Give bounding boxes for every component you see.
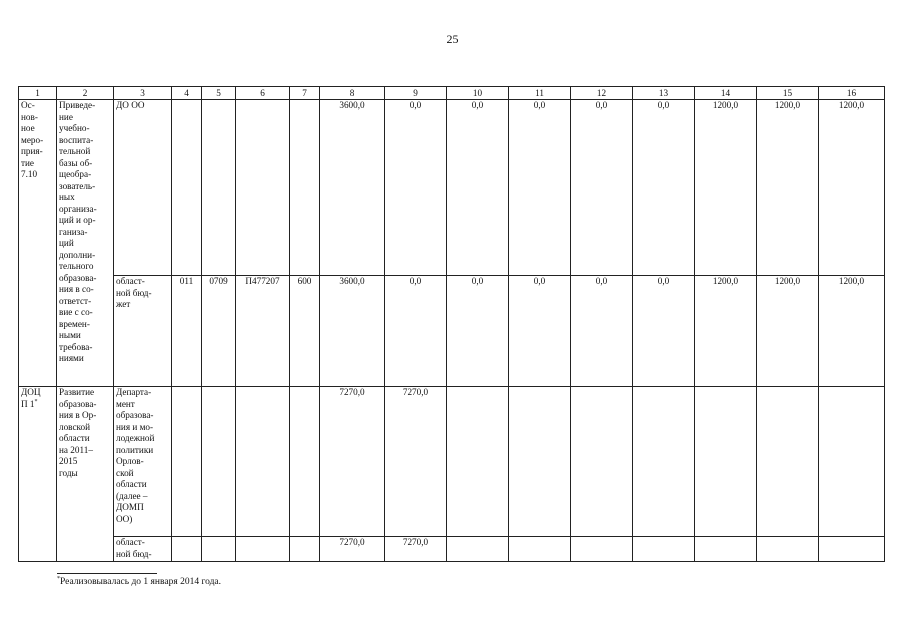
- table-row: [19, 100, 885, 276]
- column-header: 13: [633, 87, 695, 100]
- footnote-marker: *: [34, 398, 38, 405]
- table-row: [19, 537, 885, 562]
- table-cell: П477207: [236, 276, 290, 387]
- table-cell: [695, 537, 757, 562]
- column-header: 15: [757, 87, 819, 100]
- table-cell: [172, 387, 202, 537]
- footnote-text: Реализовывалась до 1 января 2014 года.: [60, 577, 222, 587]
- activity-name-cell: Приведе- ние учебно- воспита- тельной базы об- щеобра- зователь- ных организа- ций и ор- ганиза- ций дополни- тельного образова- ния в со- ответст- вие с со- времен- ными требова- ниями: [57, 100, 114, 387]
- table-cell: 011: [172, 276, 202, 387]
- column-header: 14: [695, 87, 757, 100]
- table-cell: 1200,0: [695, 276, 757, 387]
- column-header: 11: [509, 87, 571, 100]
- table-cell: 7270,0: [320, 537, 385, 562]
- column-header: 1: [19, 87, 57, 100]
- table-cell: 0,0: [633, 276, 695, 387]
- footnote-marker: *: [57, 575, 60, 582]
- table-cell: 0,0: [385, 100, 447, 276]
- table-cell: [757, 537, 819, 562]
- table-cell: 3600,0: [320, 276, 385, 387]
- table-cell: 7270,0: [385, 537, 447, 562]
- table-cell: [695, 387, 757, 537]
- table-cell: [202, 100, 236, 276]
- budget-table: [18, 86, 885, 562]
- table-cell: [633, 537, 695, 562]
- executor-cell: Департа- мент образова- ния и мо- лодежной политики Орлов- ской области (далее – ДОМП ОО): [114, 387, 172, 537]
- column-header: 5: [202, 87, 236, 100]
- table-cell: [447, 537, 509, 562]
- table-cell: 3600,0: [320, 100, 385, 276]
- table-row: [19, 276, 885, 387]
- executor-cell: област- ной бюд- жет: [114, 276, 172, 387]
- table-cell: [447, 387, 509, 537]
- table-cell: 0,0: [633, 100, 695, 276]
- executor-cell: ДО ОО: [114, 100, 172, 276]
- table-cell: [819, 537, 885, 562]
- column-header: 3: [114, 87, 172, 100]
- table-cell: 0709: [202, 276, 236, 387]
- table-cell: 600: [290, 276, 320, 387]
- table-cell: 1200,0: [819, 100, 885, 276]
- table-cell: [571, 537, 633, 562]
- column-header: 8: [320, 87, 385, 100]
- table-cell: [290, 387, 320, 537]
- program-code-text: ДОЦ П 1: [21, 387, 41, 409]
- table-cell: [509, 537, 571, 562]
- table-cell: [819, 387, 885, 537]
- table-cell: 7270,0: [385, 387, 447, 537]
- page-number: 25: [446, 32, 459, 46]
- table-cell: 0,0: [509, 100, 571, 276]
- column-header: 6: [236, 87, 290, 100]
- activity-code-cell: Ос- нов- ное меро- прия- тие 7.10: [19, 100, 57, 387]
- table-cell: [633, 387, 695, 537]
- column-header: 9: [385, 87, 447, 100]
- column-header: 10: [447, 87, 509, 100]
- column-header: 16: [819, 87, 885, 100]
- table-row: [19, 387, 885, 537]
- table-cell: [172, 100, 202, 276]
- table-cell: 0,0: [571, 100, 633, 276]
- table-cell: [236, 537, 290, 562]
- table-cell: [757, 387, 819, 537]
- table-cell: 1200,0: [757, 276, 819, 387]
- table-cell: 0,0: [509, 276, 571, 387]
- table-cell: [202, 387, 236, 537]
- table-cell: 1200,0: [819, 276, 885, 387]
- table-cell: 1200,0: [695, 100, 757, 276]
- table-cell: 1200,0: [757, 100, 819, 276]
- program-code-cell: [19, 387, 57, 562]
- table-cell: [236, 387, 290, 537]
- table-cell: [509, 387, 571, 537]
- table-cell: 0,0: [385, 276, 447, 387]
- table-cell: [290, 100, 320, 276]
- table-cell: [290, 537, 320, 562]
- column-header: 2: [57, 87, 114, 100]
- table-cell: 0,0: [447, 100, 509, 276]
- table-cell: [172, 537, 202, 562]
- header-row: [19, 87, 885, 100]
- executor-cell: област- ной бюд-: [114, 537, 172, 562]
- table-cell: 0,0: [447, 276, 509, 387]
- column-header: 4: [172, 87, 202, 100]
- table-cell: 7270,0: [320, 387, 385, 537]
- column-header: 12: [571, 87, 633, 100]
- column-header: 7: [290, 87, 320, 100]
- table-cell: [202, 537, 236, 562]
- footnote: [57, 577, 221, 587]
- table-cell: 0,0: [571, 276, 633, 387]
- footnote-divider: [57, 573, 157, 574]
- table-cell: [571, 387, 633, 537]
- table-cell: [236, 100, 290, 276]
- program-name-cell: Развитие образова- ния в Ор- ловской области на 2011– 2015 годы: [57, 387, 114, 562]
